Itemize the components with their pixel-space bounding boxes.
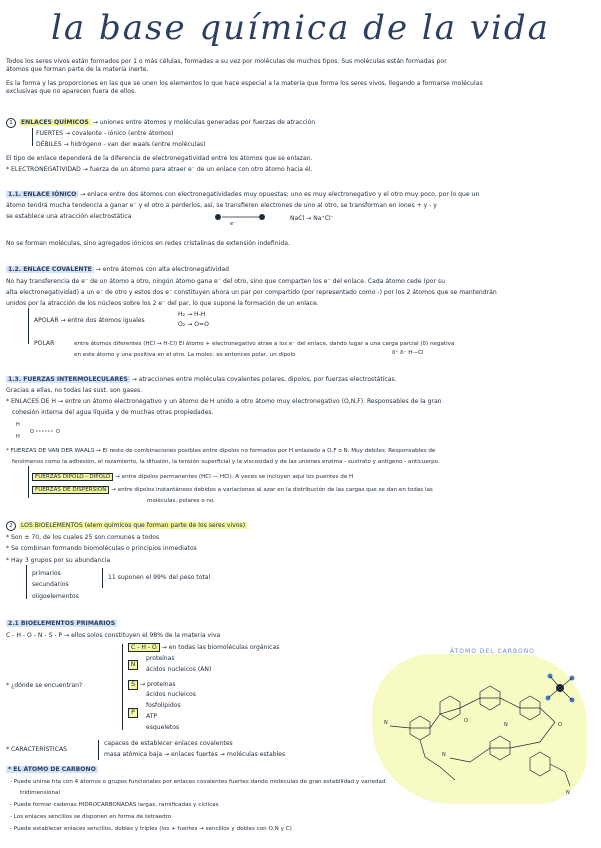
s2-line-3: * Hay 3 grupos por su abundancia (6, 557, 111, 564)
characteristic-1: capaces de establecer enlaces covalentes (104, 740, 233, 747)
carbon-line-1b: tridimensional (20, 790, 61, 796)
s11-line-3: se establece una atracción electrostática (6, 213, 132, 220)
s1-line-1: El tipo de enlace dependerá de la diferencia de electronegatividad entre los átomos que se enlazan. (6, 155, 313, 162)
s12-heading (6, 266, 229, 274)
molecule-illustration (380, 662, 585, 800)
s13-heading (6, 376, 397, 384)
carbon-title: * EL ÁTOMO DE CARBONO (8, 766, 96, 773)
nacl-formula: NaCl → Na⁺Cl⁻ (290, 215, 334, 222)
where-question: * ¿dónde se encuentran? (6, 682, 83, 689)
svg-text:N: N (442, 752, 446, 758)
s21-elements: C - H - O - N - S - P → ellos solos constituyen el 98% de la materia viva (6, 632, 221, 639)
svg-text:N: N (566, 790, 570, 796)
section-number: 1 (6, 118, 16, 128)
group-secundarios: secundarios (32, 581, 69, 588)
s21-title: 2.1 BIOELEMENTOS PRIMARIOS (8, 620, 116, 627)
section-1-heading (6, 118, 315, 128)
p-item-4: esqueletos (146, 724, 180, 731)
cho-row (128, 644, 279, 652)
section-number: 2 (6, 521, 16, 531)
brace (98, 740, 99, 760)
characteristics-label: * CARACTERÍSTICAS (6, 746, 67, 753)
group-oligoelementos: oligoelementos (32, 593, 79, 600)
svg-text:O: O (56, 429, 60, 435)
tree-line (26, 565, 27, 599)
characteristic-2: masa atómica baja → enlaces fuertes → moléculas estables (104, 751, 286, 758)
svg-text:O: O (558, 722, 562, 728)
p-box (128, 708, 138, 718)
p-item-1: ácidos nucleicos (146, 691, 196, 698)
carbon-line-3: - Los enlaces sencillos se disponen en forma de tetraedro (10, 814, 172, 820)
s21-heading (6, 620, 117, 628)
svg-text:O: O (30, 429, 34, 435)
section-1-desc: → uniones entre átomos y moléculas generadas por fuerzas de atracción (92, 119, 316, 126)
page-title: la base química de la vida (51, 8, 550, 48)
dipolo-dipolo-desc: → entre dipolos permanentes (HCl — HCl). A veces se incluyen aquí los puentes de H (115, 474, 354, 480)
brace (102, 568, 103, 588)
p-item-2: fosfolípidos (146, 702, 181, 709)
cho-desc: → en todas las biomoléculas orgánicas (161, 644, 280, 651)
s11-l1: → enlace entre dos átomos con electronegatividades muy opuestas: uno es muy electronegativo y el otro muy poco, por lo que un (80, 191, 480, 198)
bond-fuertes: FUERTES → covalente - iónico (entre átomos) (36, 130, 174, 137)
dispersion (32, 486, 433, 494)
hydrogen-bond-sketch (14, 418, 74, 442)
polar-label: POLAR (34, 340, 55, 347)
dispersion-desc: → entre dipolos instantáneos debidos a variaciones al azar en la distribución de las cargas que se dan en todas las (111, 487, 433, 493)
s-desc: → proteínas (139, 681, 176, 688)
section-2-heading (6, 521, 247, 531)
s-label: S (128, 680, 138, 690)
n-item-1: proteínas (146, 655, 175, 662)
p-label: P (128, 708, 138, 718)
s-row (128, 680, 176, 690)
svg-text:N: N (384, 720, 388, 726)
s13-line-5: fenómenos como la adhesión, el rozamiento, la difusión, la tensión superficial y la viscosidad y de las uniones enzima - sustrato y antígeno - anticuerpo. (12, 459, 440, 465)
s13-title: 1.3. FUERZAS INTERMOLECULARES (8, 376, 128, 383)
n-item-2: ácidos nucleicos (AN) (146, 666, 212, 673)
apolar-formula-2: O₂ → O=O (178, 321, 209, 328)
apolar-label: APOLAR → entre dos átomos iguales (34, 317, 145, 324)
section-2-title: LOS BIOELEMENTOS (elem químicos que forman parte de los seres vivos) (21, 522, 246, 529)
tree-line (28, 308, 29, 344)
s11-line-1 (6, 191, 479, 199)
s12-line-2: alta electronegatividad) a un e⁻ de otro y estos dos e⁻ constituyen ahora un par por compartido (por representado como -) por los 2 átomos que se mantendrán (6, 289, 497, 296)
dispersion-desc-2: moléculas, polares o no. (147, 498, 216, 504)
s13-line-4: * FUERZAS DE VAN DER WAALS → El resto de combinaciones posibles entre dipolos no formados por H enlazado a O,F o N. Muy débiles. Responsables de (6, 448, 436, 454)
n-box (128, 660, 138, 670)
s13-line-1: Gracias a ellas, no todas las sust. son gases. (6, 387, 143, 394)
svg-text:N: N (504, 722, 508, 728)
s12-line-3: unidos por la atracción de los núcleos sobre los 2 e⁻ del par, lo que supone la formación de un enlace. (6, 300, 319, 307)
ion-transfer-sketch (210, 208, 270, 226)
intro-line-2: átomos que forman parte de la materia inerte. (6, 66, 149, 73)
section-1-title: ENLACES QUÍMICOS (21, 119, 89, 126)
apolar-formula-1: H₂ → H-H (178, 311, 206, 318)
svg-text:H: H (16, 434, 20, 440)
carbon-heading (6, 766, 98, 774)
s13-line-3: cohesión interna del agua líquida y de muchas otras propiedades. (12, 409, 214, 416)
n-label: N (128, 660, 138, 670)
s11-title: 1.1. ENLACE IÓNICO (8, 191, 77, 198)
s1-line-2: * ELECTRONEGATIVIDAD → fuerza de un átomo para atraer e⁻ de un enlace con otro átomo hacia él. (6, 166, 313, 173)
carbon-line-4: - Puede establecer enlaces sencillos, dobles y triples (los + fuertes → sencillos y dobles con O,N y C) (10, 826, 292, 832)
svg-text:O: O (464, 718, 468, 724)
tree-line (32, 128, 33, 146)
s11-line-4: No se forman moléculas, sino agregados iónicos en redes cristalinas de extensión indefinida. (6, 240, 290, 247)
s13-line-2: * ENLACES DE H → entre un átomo electronegativo y un átomo de H unido a otro átomo muy electronegativo (O,N,F). Responsables de la gran (6, 398, 442, 405)
intro-line-1: Todos los seres vivos están formados por 1 o más células, formadas a su vez por moléculas de muchos tipos. Sus moléculas están formadas por (6, 58, 447, 65)
carbon-line-2: - Puede formar cadenas HIDROCARBONADAS largas, ramificadas y cíclicas (10, 802, 219, 808)
carbon-line-1: - Puede unirse hta con 4 átomos o grupos funcionales por enlaces covalentes fuertes dando moléculas de gran estabilidad y variedad (10, 779, 386, 785)
s2-line-1: * Son ± 70, de los cuales 25 son comunes a todos (6, 534, 160, 541)
polar-line-2: en este átomo y una positiva en el otro. La molec. es entonces polar, un dipolo (74, 352, 296, 358)
svg-text:H: H (16, 422, 20, 428)
tree-line (28, 466, 29, 498)
s11-line-2: átomo tendrá mucha tendencia a ganar e⁻ y el otro a perderlos, así, se transfieren electrones de uno al otro, se transforman en iones + y - y (6, 202, 437, 209)
dipolo-formula: δ⁺ δ⁻ H—Cl (392, 350, 424, 356)
intro-line-4: exclusivas que no aparecen fuera de ellos. (6, 88, 137, 95)
illustration-title: ÁTOMO DEL CARBONO (450, 648, 535, 655)
s2-line-2: * Se combinan formando biomoléculas o principios inmediatos (6, 545, 197, 552)
dipolo-dipolo-label: FUERZAS DIPOLO - DIPOLO (32, 473, 113, 481)
dipolo-dipolo (32, 473, 353, 481)
polar-line-1: entre átomos diferentes (HCl → H-Cl) El átomo + electronegativo atrae a los e⁻ del enlace, dando lugar a una carga parcial (δ) negativa (74, 341, 455, 347)
intro-line-3: Es la forma y las proporciones en las que se unen los elementos lo que hace especial a la materia que forma los seres vivos, llegando a formarse moléculas (6, 80, 483, 87)
group-primarios: primarios (32, 570, 61, 577)
s12-title: 1.2. ENLACE COVALENTE (8, 266, 92, 273)
cho-label: C - H - O (128, 643, 160, 652)
s12-line-1: No hay transferencia de e⁻ de un átomo a otro, ningún átomo gana e⁻ del otro, sino que comparten los e⁻ del enlace. Cada átomo cede (por su (6, 278, 445, 285)
brace (122, 644, 123, 730)
dispersion-label: FUERZAS DE DISPERSIÓN (32, 486, 109, 494)
bond-debiles: DÉBILES → hidrógeno - van der waals (entre moléculas) (36, 141, 206, 148)
s13-desc: → atracciones entre moléculas covalentes polares, dipolos, por fuerzas electrostáticas. (131, 376, 397, 383)
group-note: 11 suponen el 99% del peso total (108, 574, 211, 581)
svg-text:e⁻: e⁻ (230, 221, 236, 226)
p-item-3: ATP (146, 713, 158, 720)
s12-desc: → entre átomos con alta electronegatividad (95, 266, 229, 273)
